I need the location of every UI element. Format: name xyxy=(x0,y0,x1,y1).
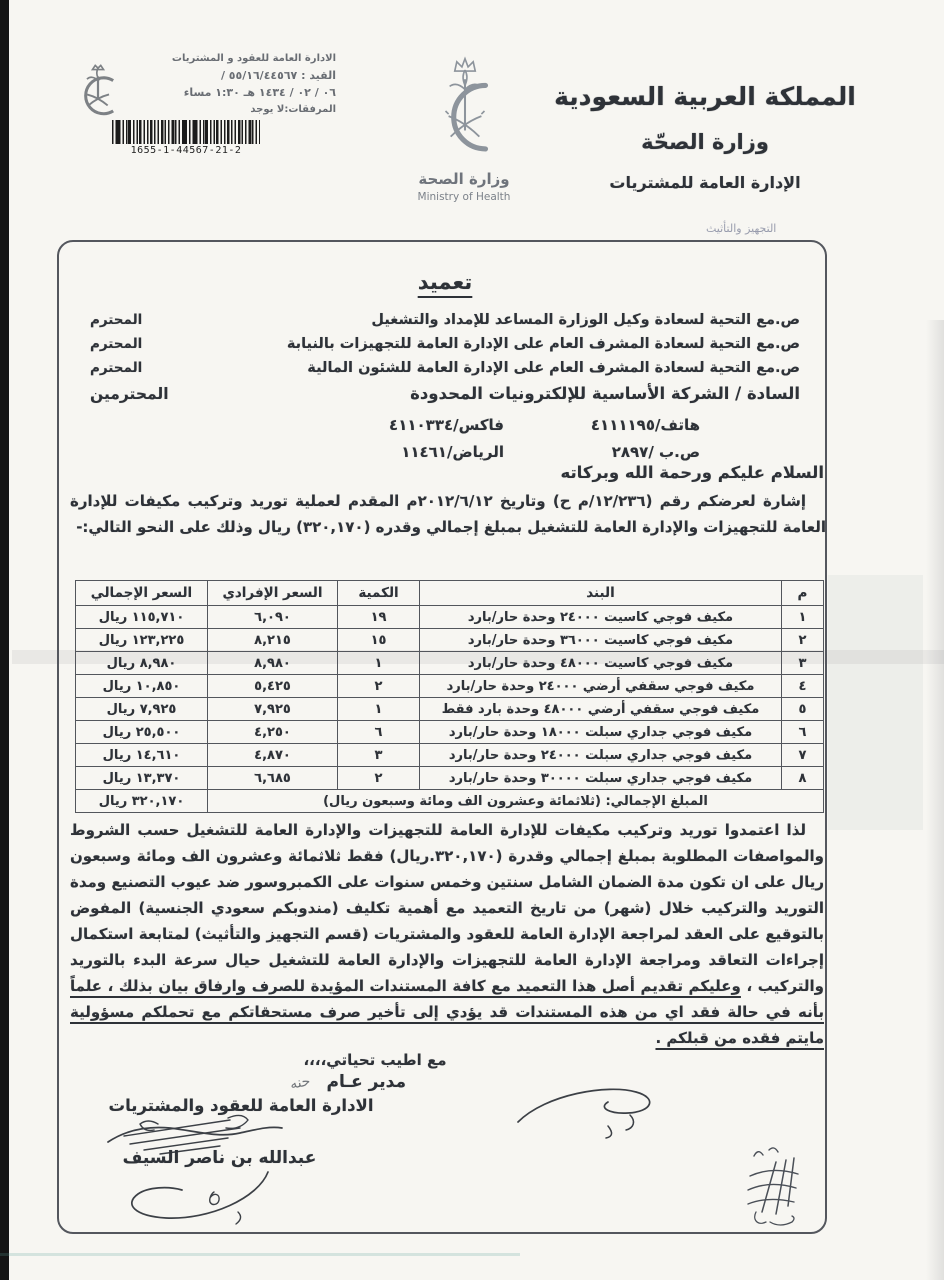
saudi-emblem-icon xyxy=(70,64,126,122)
signer-department: الادارة العامة للعقود والمشتريات xyxy=(108,1096,374,1115)
phone-number: هاتف/٤١١١١٩٥ xyxy=(590,416,700,434)
row-no: ٢ xyxy=(782,629,824,652)
col-header-total-price: السعر الإجمالي xyxy=(76,581,208,606)
table-row xyxy=(76,721,824,744)
row-total-price: ٧,٩٢٥ ريال xyxy=(76,698,208,721)
scan-band-artifact xyxy=(828,575,923,830)
recipient-text: ص.مع التحية لسعادة المشرف العام على الإدارة العامة للشئون المالية xyxy=(307,360,800,376)
department-title: الإدارة العامة للمشتريات xyxy=(609,173,801,192)
total-label: المبلغ الإجمالي: (ثلاثمائة وعشرون الف ومائة وسبعون ريال) xyxy=(208,790,824,813)
row-unit-price: ٤,٢٥٠ xyxy=(208,721,338,744)
row-item: مكيف فوجي كاسيت ٢٤٠٠٠ وحدة حار/بارد xyxy=(420,606,782,629)
unit-annotation: التجهيز والتأثيث xyxy=(706,222,777,235)
row-total-price: ١٢٣,٢٢٥ ريال xyxy=(76,629,208,652)
row-item: مكيف فوجي كاسيت ٣٦٠٠٠ وحدة حار/بارد xyxy=(420,629,782,652)
recipient-row xyxy=(90,312,800,328)
reference-paragraph: إشارة لعرضكم رقم (١٢/٢٣٦/م ح) وتاريخ ٢٠١٢/٦/١٢م المقدم لعملية توريد وتركيب مكيفات للإدارة العامة للتجهيزات والإدارة العامة للتشغيل بمبلغ إجمالي وقدره (٣٢٠,١٧٠) ريال وذلك على النحو التالي:- xyxy=(70,492,826,536)
stamp-attachments-line: المرفقات:لا يوجد xyxy=(250,104,336,115)
row-total-price: ٨,٩٨٠ ريال xyxy=(76,652,208,675)
closing-signature-scribble xyxy=(512,1082,672,1140)
stamp-entry-number: القيد : ٥٥/١٦/٤٤٥٦٧ / xyxy=(220,69,336,82)
table-row xyxy=(76,652,824,675)
signature-loop-scribble xyxy=(118,1168,283,1230)
signer-title: مدير عـام xyxy=(326,1072,406,1092)
fax-number: فاكس/٤١١٠٣٣٤ xyxy=(389,416,504,434)
greeting-line: السلام عليكم ورحمة الله وبركاته xyxy=(560,463,824,482)
recipient-text: ص.مع التحية لسعادة وكيل الوزارة المساعد للإمداد والتشغيل xyxy=(371,312,800,328)
company-honorific: المحترمين xyxy=(90,385,169,403)
company-name: السادة / الشركة الأساسية للإلكترونيات المحدودة xyxy=(410,384,800,403)
row-qty: ٣ xyxy=(338,744,420,767)
items-table xyxy=(75,580,824,813)
table-row xyxy=(76,744,824,767)
closing-salutation: مع اطيب تحياتي،،،، xyxy=(303,1051,447,1069)
row-total-price: ١٤,٦١٠ ريال xyxy=(76,744,208,767)
scan-edge-artifact xyxy=(0,0,9,1280)
recipient-honorific: المحترم xyxy=(90,312,143,328)
body-main-text: لذا اعتمدوا توريد وتركيب مكيفات للإدارة العامة للتجهيزات والإدارة العامة للتشغيل حسب الشروط والمواصفات المطلوبة بمبلغ إجمالي وقدرة (٣٢٠,١٧٠.ريال) فقط ثلاثمائة وعشرون الف ومائة وسبعون ريال على ان تكون مدة الضمان الشامل سنتين وخمس سنوات على الكمبروسور ضد عيوب التصنيع ومدة التوريد والتركيب خلال (شهر) من تاريخ التعميد مع أهمية تكليف (مندوبكم سعودي الجنسية) المفوض بالتوقيع على العقد لمراجعة الإدارة العامة للعقود والمشتريات (قسم التجهيز والتأثيث) لمتابعة استكمال إجراءات التعاقد ومراجعة الإدارة العامة للتجهيزات والإدارة العامة للتشغيل حيال سرعة البدء بالتوريد والتركيب ، xyxy=(70,821,824,995)
row-unit-price: ٤,٨٧٠ xyxy=(208,744,338,767)
col-header-no: م xyxy=(782,581,824,606)
document-type-title: تعميد xyxy=(417,270,473,294)
registry-stamp xyxy=(124,50,336,118)
ministry-of-health-logo-icon xyxy=(424,54,506,168)
signer-title-row xyxy=(256,1072,406,1092)
body-underlined-text: وعليكم تقديم أصل هذا التعميد مع كافة المستندات المؤيدة للصرف وارفاق بيان بذلك ، علماً بأنه في حالة فقد اي من هذه المستندات قد يؤدي إلى تأخير صرف مستحقاتكم مع تحملكم مسؤولية مايتم فقده من قبلكم . xyxy=(70,977,824,1047)
row-unit-price: ٦,٠٩٠ xyxy=(208,606,338,629)
row-item: مكيف فوجي جداري سبلت ١٨٠٠٠ وحدة حار/بارد xyxy=(420,721,782,744)
row-item: مكيف فوجي جداري سبلت ٢٤٠٠٠ وحدة حار/بارد xyxy=(420,744,782,767)
handwritten-note: حنه xyxy=(288,1073,312,1093)
stamp-date-line: ٠٦ / ٠٢ / ١٤٣٤ هـ ١:٣٠ مساء xyxy=(183,86,336,99)
row-no: ١ xyxy=(782,606,824,629)
row-total-price: ١١٥,٧١٠ ريال xyxy=(76,606,208,629)
corner-handwritten-scribble xyxy=(736,1146,810,1234)
row-item: مكيف فوجي جداري سبلت ٣٠٠٠٠ وحدة حار/بارد xyxy=(420,767,782,790)
row-qty: ١ xyxy=(338,652,420,675)
row-no: ٥ xyxy=(782,698,824,721)
row-qty: ١٥ xyxy=(338,629,420,652)
row-no: ٦ xyxy=(782,721,824,744)
row-item: مكيف فوجي سقفي أرضي ٤٨٠٠٠ وحدة بارد فقط xyxy=(420,698,782,721)
row-no: ٤ xyxy=(782,675,824,698)
logo-caption-arabic: وزارة الصحة xyxy=(418,170,510,188)
kingdom-title: المملكة العربية السعودية xyxy=(554,82,856,111)
scan-shade-artifact xyxy=(926,320,944,1280)
row-unit-price: ٨,٢١٥ xyxy=(208,629,338,652)
table-total-row xyxy=(76,790,824,813)
barcode xyxy=(112,120,260,144)
body-paragraph xyxy=(70,817,824,1051)
signer-name: عبدالله بن ناصر السيف xyxy=(122,1148,317,1168)
row-qty: ١٩ xyxy=(338,606,420,629)
row-unit-price: ٧,٩٢٥ xyxy=(208,698,338,721)
row-qty: ٢ xyxy=(338,767,420,790)
company-row xyxy=(90,384,800,403)
table-row xyxy=(76,629,824,652)
row-no: ٧ xyxy=(782,744,824,767)
col-header-item: البند xyxy=(420,581,782,606)
row-no: ٣ xyxy=(782,652,824,675)
scan-streak-artifact xyxy=(0,1253,520,1256)
recipient-row xyxy=(90,360,800,376)
row-qty: ٢ xyxy=(338,675,420,698)
row-unit-price: ٨,٩٨٠ xyxy=(208,652,338,675)
row-item: مكيف فوجي كاسيت ٤٨٠٠٠ وحدة حار/بارد xyxy=(420,652,782,675)
row-unit-price: ٦,٦٨٥ xyxy=(208,767,338,790)
table-header-row xyxy=(76,581,824,606)
row-item: مكيف فوجي سقفي أرضي ٢٤٠٠٠ وحدة حار/بارد xyxy=(420,675,782,698)
row-total-price: ١٣,٣٧٠ ريال xyxy=(76,767,208,790)
col-header-unit-price: السعر الإفرادي xyxy=(208,581,338,606)
col-header-qty: الكمية xyxy=(338,581,420,606)
row-qty: ١ xyxy=(338,698,420,721)
logo-caption-english: Ministry of Health xyxy=(417,191,511,203)
po-box: ص.ب /٢٨٩٧ xyxy=(611,443,700,461)
recipient-row xyxy=(90,336,800,352)
barcode-number: 1655-1-44567-21-2 xyxy=(130,145,242,156)
row-no: ٨ xyxy=(782,767,824,790)
recipient-text: ص.مع التحية لسعادة المشرف العام على الإدارة العامة للتجهيزات بالنيابة xyxy=(286,336,800,352)
table-row xyxy=(76,675,824,698)
table-row xyxy=(76,606,824,629)
row-total-price: ٢٥,٥٠٠ ريال xyxy=(76,721,208,744)
table-row xyxy=(76,767,824,790)
city-postal-code: الرياض/١١٤٦١ xyxy=(401,443,504,461)
ministry-title: وزارة الصحّة xyxy=(641,130,769,154)
recipient-honorific: المحترم xyxy=(90,336,143,352)
row-unit-price: ٥,٤٢٥ xyxy=(208,675,338,698)
stamp-department-line: الادارة العامة للعقود و المشتريات xyxy=(171,53,336,64)
row-total-price: ١٠,٨٥٠ ريال xyxy=(76,675,208,698)
row-qty: ٦ xyxy=(338,721,420,744)
recipient-honorific: المحترم xyxy=(90,360,143,376)
table-row xyxy=(76,698,824,721)
total-value: ٣٢٠,١٧٠ ريال xyxy=(76,790,208,813)
